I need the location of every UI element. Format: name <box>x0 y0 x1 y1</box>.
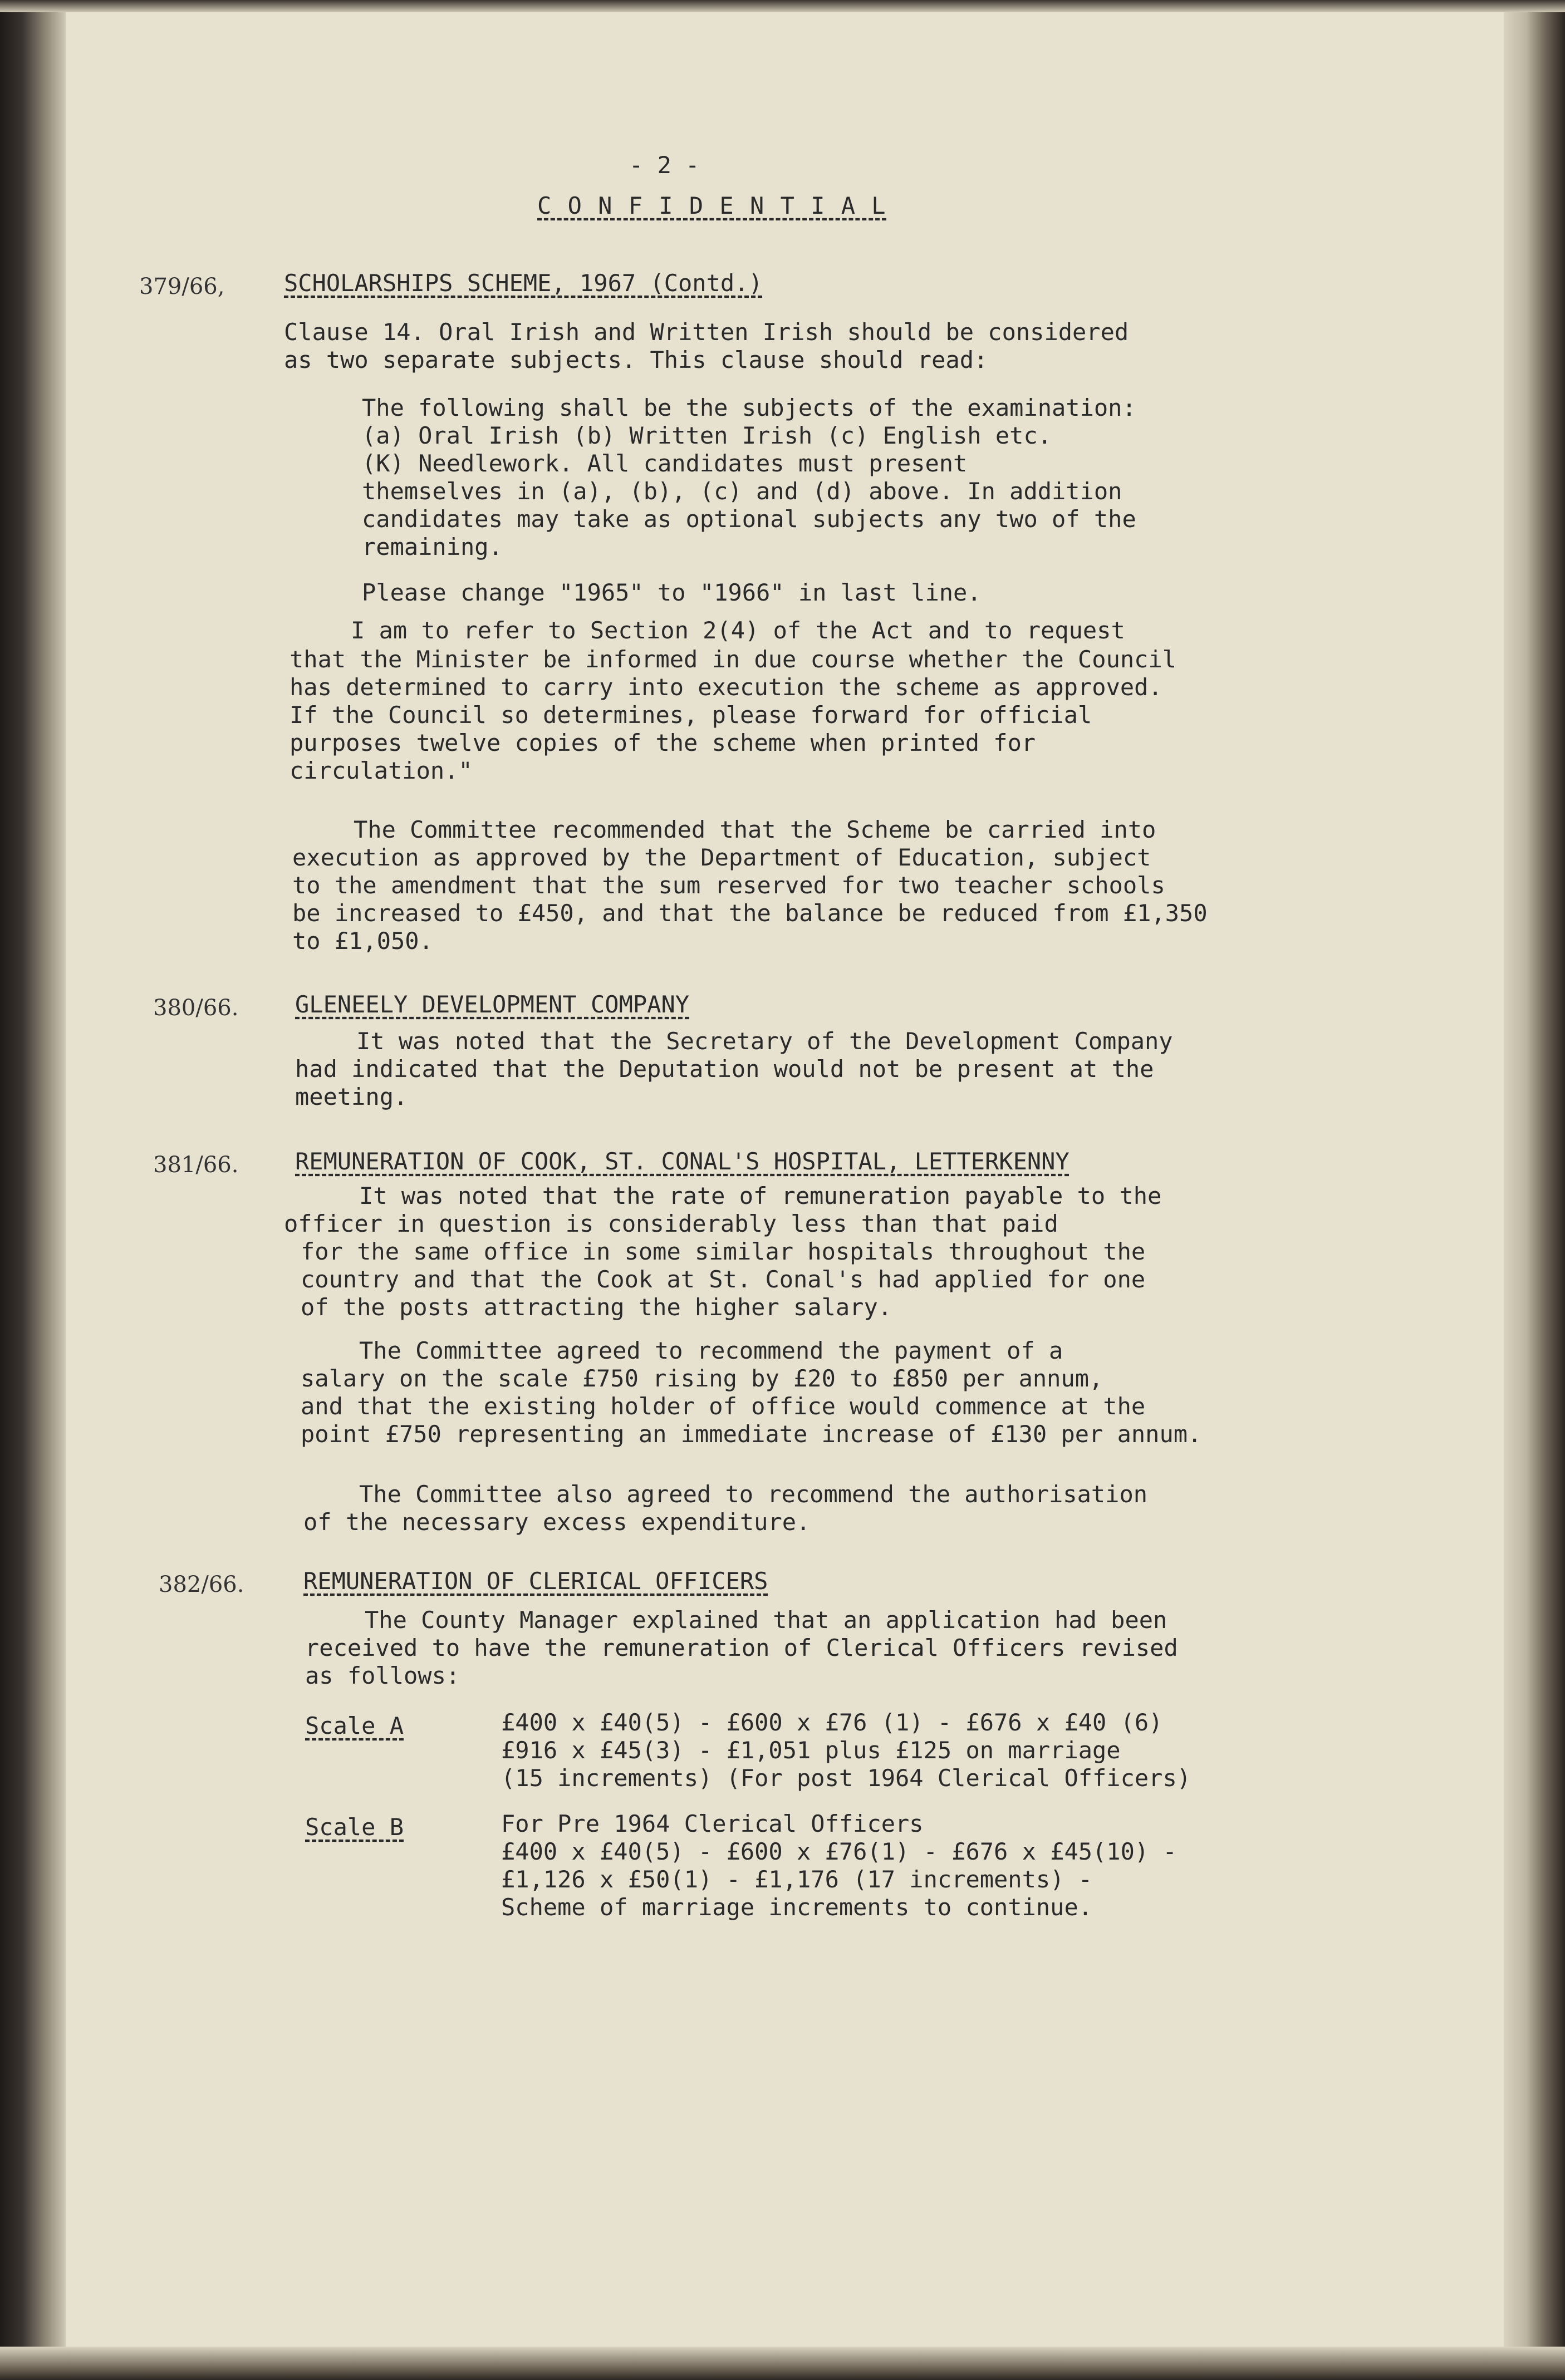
minute-number: 381/66. <box>153 1152 239 1178</box>
page-number: - 2 - <box>629 151 700 179</box>
body-line: execution as approved by the Department of Education, subject <box>292 844 1151 871</box>
body-line: and that the existing holder of office would commence at the <box>301 1393 1146 1420</box>
body-line: (K) Needlework. All candidates must present <box>362 450 968 477</box>
body-line: purposes twelve copies of the scheme when printed for <box>290 729 1036 756</box>
body-line: I am to refer to Section 2(4) of the Act and to request <box>351 617 1125 644</box>
body-line: point £750 representing an immediate increase of £130 per annum. <box>301 1420 1202 1448</box>
minute-number: 379/66, <box>139 274 225 299</box>
body-line: Clause 14. Oral Irish and Written Irish should be considered <box>284 318 1129 346</box>
body-line: of the necessary excess expenditure. <box>303 1508 811 1536</box>
scale-label: Scale A <box>305 1712 404 1739</box>
body-line: to the amendment that the sum reserved for two teacher schools <box>292 872 1165 899</box>
scale-line: £400 x £40(5) - £600 x £76 (1) - £676 x £40 (6) <box>501 1709 1163 1736</box>
body-line: If the Council so determines, please forward for official <box>290 701 1092 729</box>
body-line: had indicated that the Deputation would not be present at the <box>295 1055 1154 1083</box>
body-line: remaining. <box>362 533 503 560</box>
page-edge-right <box>1504 0 1565 2380</box>
body-line: salary on the scale £750 rising by £20 to £850 per annum, <box>301 1365 1103 1392</box>
body-line: candidates may take as optional subjects any two of the <box>362 505 1136 533</box>
body-line: The Committee agreed to recommend the payment of a <box>359 1337 1063 1364</box>
body-line: circulation." <box>290 757 473 784</box>
body-line: as two separate subjects. This clause should read: <box>284 346 988 373</box>
body-line: as follows: <box>305 1662 460 1689</box>
scale-line: For Pre 1964 Clerical Officers <box>501 1810 924 1837</box>
body-line: officer in question is considerably less than that paid <box>284 1210 1058 1237</box>
body-line: The Committee also agreed to recommend the authorisation <box>359 1481 1148 1508</box>
body-line: It was noted that the rate of remuneration payable to the <box>359 1182 1162 1209</box>
body-line: of the posts attracting the higher salary. <box>301 1294 892 1321</box>
scale-line: £400 x £40(5) - £600 x £76(1) - £676 x £45(10) - <box>501 1838 1177 1865</box>
body-line: It was noted that the Secretary of the Development Company <box>356 1027 1173 1055</box>
body-line: (a) Oral Irish (b) Written Irish (c) English etc. <box>362 422 1052 449</box>
body-line: to £1,050. <box>292 927 433 955</box>
minute-number: 382/66. <box>159 1572 244 1597</box>
body-line: country and that the Cook at St. Conal's had applied for one <box>301 1266 1146 1293</box>
confidential-heading: C O N F I D E N T I A L <box>537 192 887 219</box>
section-heading: SCHOLARSHIPS SCHEME, 1967 (Contd.) <box>284 269 763 297</box>
book-binding-shadow <box>0 0 66 2380</box>
body-line: meeting. <box>295 1083 408 1110</box>
section-heading: REMUNERATION OF CLERICAL OFFICERS <box>303 1567 768 1595</box>
scale-line: £916 x £45(3) - £1,051 plus £125 on marriage <box>501 1737 1121 1764</box>
body-line: The Committee recommended that the Scheme be carried into <box>354 816 1156 843</box>
body-line: that the Minister be informed in due course whether the Council <box>290 646 1177 673</box>
page-edge-bottom <box>0 2347 1565 2380</box>
page-edge-top <box>0 0 1565 12</box>
body-line: themselves in (a), (b), (c) and (d) above. In addition <box>362 478 1122 505</box>
section-heading: REMUNERATION OF COOK, ST. CONAL'S HOSPITAL, LETTERKENNY <box>295 1148 1070 1175</box>
body-line: be increased to £450, and that the balance be reduced from £1,350 <box>292 899 1208 927</box>
section-heading: GLENEELY DEVELOPMENT COMPANY <box>295 991 690 1018</box>
scale-line: (15 increments) (For post 1964 Clerical Officers) <box>501 1764 1191 1792</box>
body-line: The following shall be the subjects of the examination: <box>362 394 1136 421</box>
body-line: The County Manager explained that an application had been <box>365 1606 1167 1634</box>
body-line: received to have the remuneration of Clerical Officers revised <box>305 1634 1178 1661</box>
body-line: has determined to carry into execution the scheme as approved. <box>290 673 1162 701</box>
body-line: for the same office in some similar hospitals throughout the <box>301 1238 1146 1265</box>
body-line: Please change "1965" to "1966" in last line. <box>362 579 982 606</box>
scale-line: £1,126 x £50(1) - £1,176 (17 increments) - <box>501 1866 1093 1893</box>
scale-label: Scale B <box>305 1813 404 1841</box>
minute-number: 380/66. <box>153 995 239 1021</box>
scale-line: Scheme of marriage increments to continue. <box>501 1894 1093 1921</box>
